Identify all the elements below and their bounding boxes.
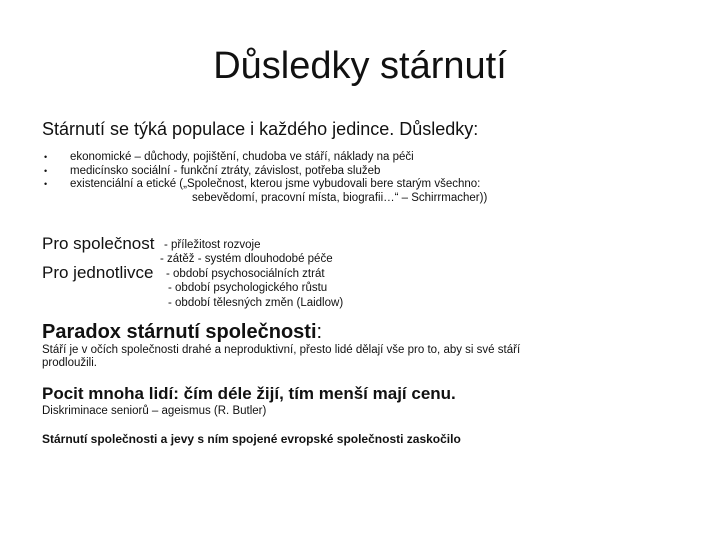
bullet-icon: • [44,165,48,176]
paradox-text: Stáří je v očích společnosti drahé a neproduktivní, přesto lidé dělají vše pro to, aby si své stáří prodloužili. [42,344,521,369]
slide-title: Důsledky stárnutí [213,45,507,87]
society-label: Pro společnost [42,234,155,253]
paradox-heading-text: Paradox stárnutí společnosti [42,321,317,343]
list-item [42,178,487,205]
consequences-list [42,151,487,205]
individual-item: - období tělesných změn (Laidlow) [168,297,344,309]
individual-item: - období psychosociálních ztrát [166,268,325,280]
individual-label: Pro jednotlivce [42,263,154,282]
list-item [42,165,487,179]
list-item [42,151,487,165]
society-item: - zátěž - systém dlouhodobé péče [160,253,333,265]
pocit-text: Diskriminace seniorů – ageismus (R. Butler) [42,405,267,417]
pocit-heading: Pocit mnoha lidí: čím déle žijí, tím menší mají cenu. [42,384,456,403]
individual-item: - období psychologického růstu [168,282,328,294]
paradox-heading-colon: : [316,321,323,343]
society-item: - příležitost rozvoje [164,239,261,251]
list-item-text: medicínsko sociální - funkční ztráty, závislost, potřeba služeb [70,164,381,177]
bullet-icon: • [44,179,48,189]
bullet-icon: • [44,152,48,162]
list-item-continuation: sebevědomí, pracovní místa, biografii…“ – Schirrmacher)) [192,191,488,204]
list-item-text: ekonomické – důchody, pojištění, chudoba ve stáří, náklady na péči [70,151,414,163]
list-item-text: existenciální a etické („Společnost, kterou jsme vybudovali bere starým všechno: [70,178,481,190]
intro-text: Stárnutí se týká populace i každého jedince. Důsledky: [42,119,479,139]
closing-text: Stárnutí společnosti a jevy s ním spojené evropské společnosti zaskočilo [42,432,461,446]
paradox-heading [42,320,322,344]
